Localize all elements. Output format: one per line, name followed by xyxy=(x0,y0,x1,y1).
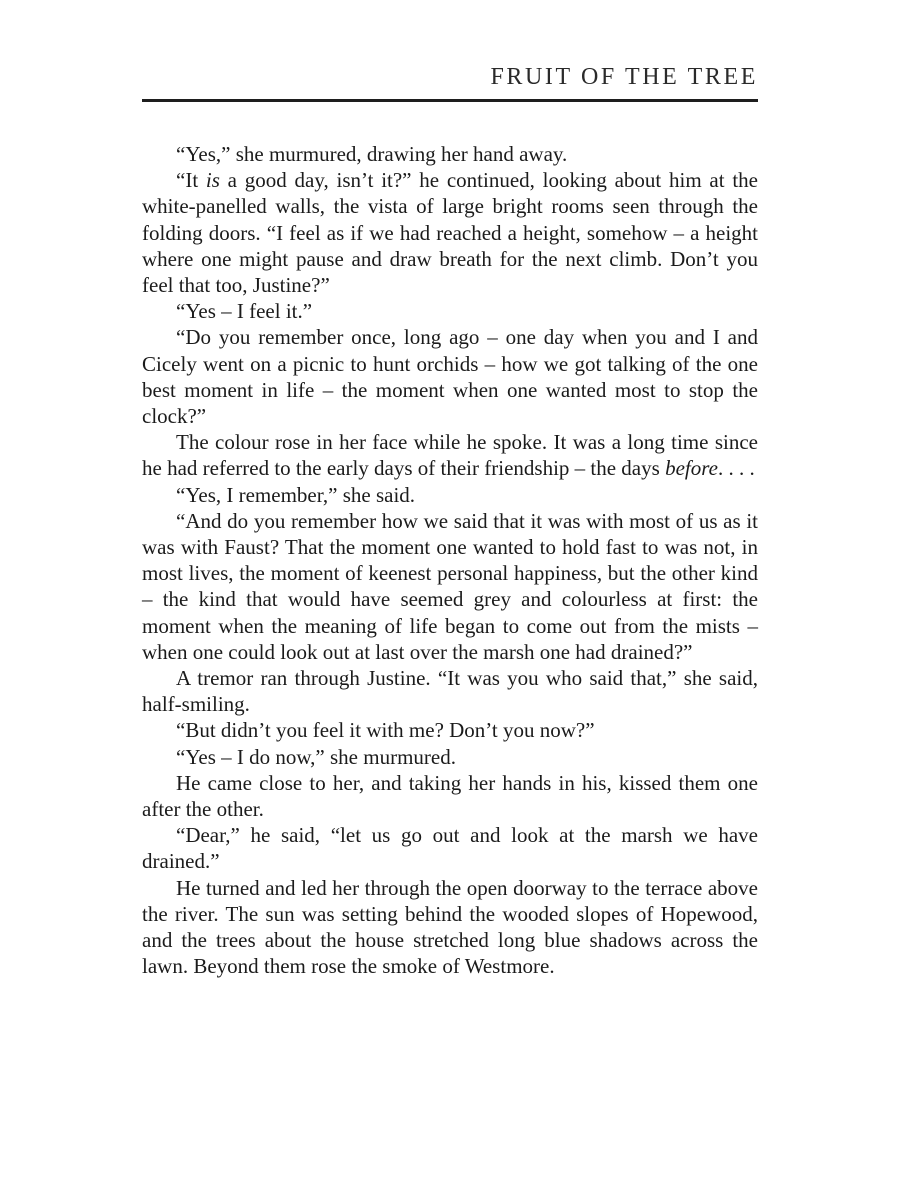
paragraph: “Yes,” she murmured, drawing her hand away. xyxy=(176,142,568,166)
running-title: FRUIT OF THE TREE xyxy=(490,64,758,90)
paragraph: “But didn’t you feel it with me? Don’t you now?” xyxy=(176,718,595,743)
body-text xyxy=(142,141,758,980)
header-rule xyxy=(142,99,758,102)
paragraph: “Yes, I remember,” she said. xyxy=(176,482,416,507)
paragraph: “Yes – I feel it.” xyxy=(176,299,313,324)
emphasis: is xyxy=(205,168,220,193)
paragraph: He turned and led her through the open doorway to the terrace above the river. The sun was setting behind the wooded slopes of Hopewood, and the trees about the house stretched long blue shadows across the lawn. Beyond them rose the smoke of Westmore. xyxy=(142,875,758,979)
paragraph: “Dear,” he said, “let us go out and look at the marsh we have drained.” xyxy=(142,823,758,874)
paragraph: “And do you remember how we said that it was with most of us as it was with Faust? That the moment one wanted to hold fast to was not, in most lives, the moment of keenest personal happiness, but the other kind – the kind that would have seemed grey and colourless at first: the moment when the meaning of life began to come out from the mists – when one could look out at last over the marsh one had drained?” xyxy=(142,508,758,664)
paragraph: “It is a good day, isn’t it?” he continued, looking about him at the white-panelled walls, the vista of large bright rooms seen through the folding doors. “I feel as if we had reached a height, somehow – a height where one might pause and draw breath for the next climb. Don’t you feel that too, Justine?” xyxy=(142,168,758,298)
paragraph: He came close to her, and taking her hands in his, kissed them one after the other. xyxy=(142,770,758,822)
paragraph: “Yes – I do now,” she murmured. xyxy=(176,744,456,769)
paragraph: “Do you remember once, long ago – one day when you and I and Cicely went on a picnic to hunt orchids – how we got talking of the one best moment in life – the moment when one wanted most to stop the clock?” xyxy=(142,325,758,429)
paragraph: A tremor ran through Justine. “It was you who said that,” she said, half-smiling. xyxy=(142,666,758,717)
paragraph: The colour rose in her face while he spoke. It was a long time since he had referred to the early days of their friendship – the days before. . . . xyxy=(142,430,758,481)
emphasis: before xyxy=(665,456,718,481)
